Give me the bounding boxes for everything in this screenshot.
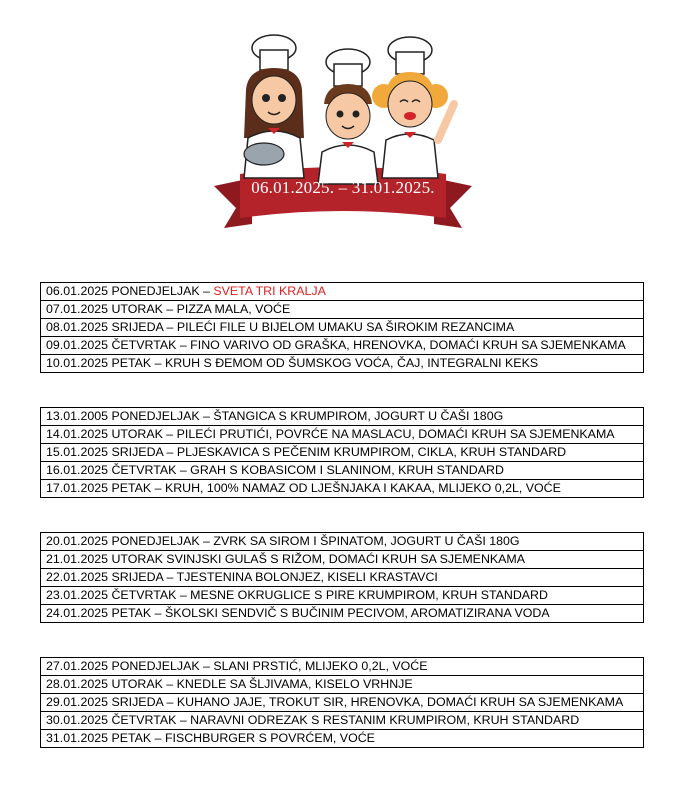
meal-cell: 21.01.2025 UTORAK SVINJSKI GULAŠ S RIŽOM, DOMAĆI KRUH SA SJEMENKAMA	[41, 551, 644, 569]
meal-cell: 10.01.2025 PETAK – KRUH S ĐEMOM OD ŠUMSKOG VOĆA, ČAJ, INTEGRALNI KEKS	[41, 355, 644, 373]
table-row	[41, 462, 644, 480]
chef-girl-right-icon	[372, 37, 454, 178]
table-row	[41, 694, 644, 712]
meal-cell: 17.01.2025 PETAK – KRUH, 100% NAMAZ OD LJEŠNJAKA I KAKAA, MLIJEKO 0,2L, VOĆE	[41, 480, 644, 498]
meal-cell: 27.01.2025 PONEDJELJAK – SLANI PRSTIĆ, MLIJEKO 0,2L, VOĆE	[41, 658, 644, 676]
meal-cell: 14.01.2025 UTORAK – PILEĆI PRUTIĆI, POVRĆE NA MASLACU, DOMAĆI KRUH SA SJEMENKAMA	[41, 426, 644, 444]
meal-cell: 23.01.2025 ČETVRTAK – MESNE OKRUGLICE S PIRE KRUMPIROM, KRUH STANDARD	[41, 587, 644, 605]
table-row	[41, 408, 644, 426]
meal-cell: 08.01.2025 SRIJEDA – PILEĆI FILE U BIJELOM UMAKU SA ŠIROKIM REZANCIMA	[41, 319, 644, 337]
table-row	[41, 569, 644, 587]
week-1-table	[40, 282, 644, 373]
meal-cell: 13.01.2005 PONEDJELJAK – ŠTANGICA S KRUMPIROM, JOGURT U ČAŠI 180G	[41, 408, 644, 426]
table-row	[41, 658, 644, 676]
table-row	[41, 676, 644, 694]
meal-cell: 20.01.2025 PONEDJELJAK – ZVRK SA SIROM I ŠPINATOM, JOGURT U ČAŠI 180G	[41, 533, 644, 551]
week-2-table	[40, 407, 644, 498]
date-range-banner: 06.01.2025. – 31.01.2025.	[251, 178, 435, 197]
header-illustration	[212, 28, 474, 248]
chef-kids-illustration	[212, 28, 474, 248]
meal-cell: 06.01.2025 PONEDJELJAK – SVETA TRI KRALJA	[41, 283, 644, 301]
table-row	[41, 444, 644, 462]
week-4-table	[40, 657, 644, 748]
table-row	[41, 605, 644, 623]
table-row	[41, 283, 644, 301]
table-row	[41, 533, 644, 551]
meal-cell: 22.01.2025 SRIJEDA – TJESTENINA BOLONJEZ, KISELI KRASTAVCI	[41, 569, 644, 587]
chef-girl-left-icon	[244, 35, 304, 178]
table-row	[41, 551, 644, 569]
meal-cell: 16.01.2025 ČETVRTAK – GRAH S KOBASICOM I SLANINOM, KRUH STANDARD	[41, 462, 644, 480]
meal-cell: 28.01.2025 UTORAK – KNEDLE SA ŠLJIVAMA, KISELO VRHNJE	[41, 676, 644, 694]
table-row	[41, 480, 644, 498]
meal-cell: 29.01.2025 SRIJEDA – KUHANO JAJE, TROKUT SIR, HRENOVKA, DOMAĆI KRUH SA SJEMENKAMA	[41, 694, 644, 712]
meal-cell: 30.01.2025 ČETVRTAK – NARAVNI ODREZAK S RESTANIM KRUMPIROM, KRUH STANDARD	[41, 712, 644, 730]
chef-boy-middle-icon	[318, 49, 378, 184]
table-row	[41, 712, 644, 730]
holiday-label: SVETA TRI KRALJA	[213, 284, 326, 298]
meal-cell: 24.01.2025 PETAK – ŠKOLSKI SENDVIČ S BUČINIM PECIVOM, AROMATIZIRANA VODA	[41, 605, 644, 623]
meal-cell: 31.01.2025 PETAK – FISCHBURGER S POVRĆEM, VOĆE	[41, 730, 644, 748]
meal-cell: 07.01.2025 UTORAK – PIZZA MALA, VOĆE	[41, 301, 644, 319]
table-row	[41, 319, 644, 337]
table-row	[41, 301, 644, 319]
table-row	[41, 730, 644, 748]
meal-cell: 15.01.2025 SRIJEDA – PLJESKAVICA S PEČENIM KRUMPIROM, CIKLA, KRUH STANDARD	[41, 444, 644, 462]
table-row	[41, 355, 644, 373]
table-row	[41, 587, 644, 605]
table-row	[41, 337, 644, 355]
table-row	[41, 426, 644, 444]
week-3-table	[40, 532, 644, 623]
meal-cell: 09.01.2025 ČETVRTAK – FINO VARIVO OD GRAŠKA, HRENOVKA, DOMAĆI KRUH SA SJEMENKAMA	[41, 337, 644, 355]
